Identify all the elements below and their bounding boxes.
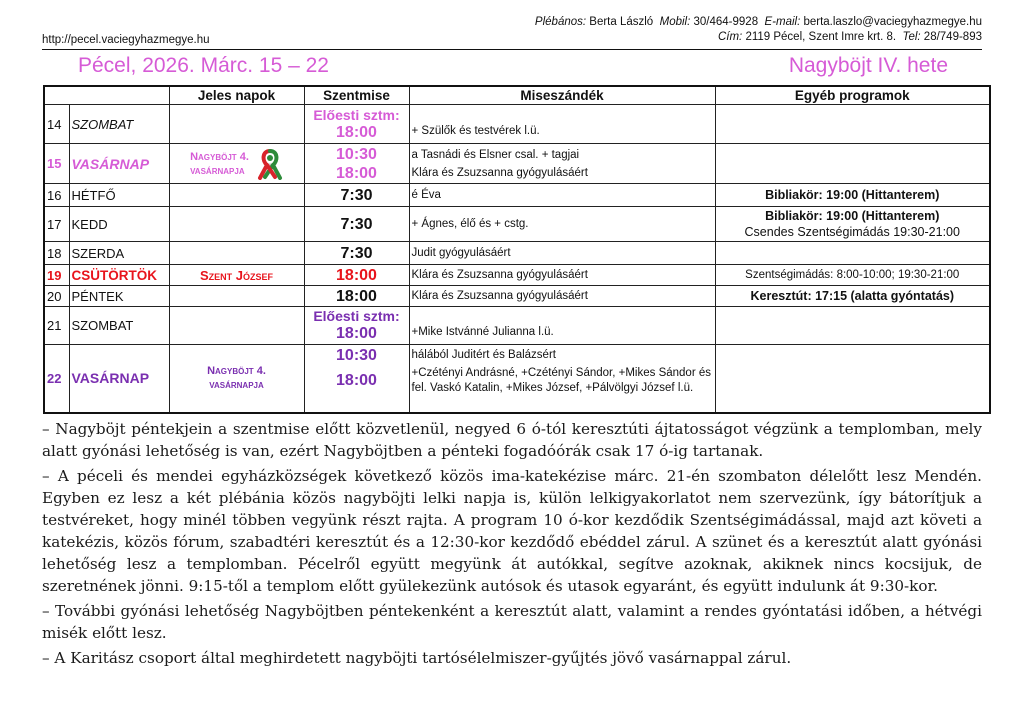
egyeb-cell [715,242,990,265]
contact-block [535,15,982,45]
day-number: 19 [44,265,69,286]
mise-cell [304,345,409,413]
szandek-text: + Ágnes, élő és + cstg. [411,218,529,230]
day-name: CSÜTÖRTÖK [69,265,169,286]
contact-line-2 [535,30,982,45]
mise-cell [304,184,409,207]
jeles-line-1: Nagyböjt 4. [190,150,249,163]
szandek-text: +Czétényi Andrásné, +Czétényi Sándor, +Mikes Sándor és fel. Vaskó Katalin, +Mikes József, +Pálvölgyi József l.ü. [411,367,711,394]
mise-pre-label: Előesti sztm: [313,106,400,123]
announcement-item: – A Karitász csoport által meghirdetett nagyböjti tartósélelmiszer-gyűjtés jövő vasárnappal zárul. [42,649,792,667]
szandek-cell [409,242,715,265]
jeles-line-2: vasárnapja [209,379,264,392]
egyeb-cell [715,105,990,144]
egyeb-cell [715,307,990,345]
page-title: Pécel, 2026. Márc. 15 – 22 [78,54,329,77]
szandek-text: + Szülők és testvérek l.ü. [411,125,540,137]
szandek-text: a Tasnádi és Elsner csal. + tagjai [411,148,580,161]
day-name: SZERDA [69,242,169,265]
mise-cell [304,307,409,345]
mise-time: 18:00 [336,123,377,141]
tel-label: Tel: [902,31,921,43]
contact-line-1 [535,15,982,30]
mise-pre-label: Előesti sztm: [313,308,400,324]
egyeb-cell [715,184,990,207]
table-row [44,286,990,307]
day-number: 16 [44,184,69,207]
mise-time: 10:30 [336,145,377,163]
mise-time: 18:00 [336,325,377,342]
egyeb-cell [715,265,990,286]
week-title: Nagyböjt IV. hete [788,54,948,77]
egyeb-cell [715,207,990,242]
jeles-text [172,364,302,392]
szandek-cell [409,105,715,144]
header-jeles: Jeles napok [169,86,304,105]
announcement-item: – További gyónási lehetőség Nagyböjtben péntekenként a keresztút alatt, valamint a rendes gyóntatási időben, a hétvégi misék előtt lesz. [42,602,982,642]
mise-cell [304,265,409,286]
day-name: KEDD [69,207,169,242]
mise-time: 10:30 [336,347,377,364]
mise-time: 18:00 [336,287,377,305]
jeles-line-1: Nagyböjt 4. [207,365,266,378]
jeles-line-2: vasárnapja [190,164,245,177]
website-link[interactable]: http://pecel.vaciegyhazmegye.hu [42,34,210,46]
day-name: PÉNTEK [69,286,169,307]
table-header-row [44,86,990,105]
header-day [44,86,169,105]
day-name: SZOMBAT [69,105,169,144]
header-egyeb: Egyéb programok [715,86,990,105]
jeles-cell [169,286,304,307]
jeles-cell [169,144,304,184]
hungarian-ribbon-icon [257,148,283,180]
table-row [44,184,990,207]
address: 2119 Pécel, Szent Imre krt. 8. [745,31,897,43]
mise-cell [304,105,409,144]
pastor-label: Plébános: [534,16,587,28]
mise-time: 18:00 [336,266,377,284]
mise-time: 7:30 [340,215,373,233]
announcements [42,418,982,672]
header-miseszandek: Miseszándék [409,86,715,105]
header-divider [42,49,982,50]
mise-cell [304,242,409,265]
day-name: HÉTFŐ [69,184,169,207]
egyeb-text: Bibliakör: 19:00 (Hittanterem) [765,188,940,202]
day-name: SZOMBAT [69,307,169,345]
szandek-text: Klára és Zsuzsanna gyógyulásáért [411,290,588,302]
email-address[interactable]: berta.laszlo@vaciegyhazmegye.hu [803,16,982,28]
jeles-cell [169,207,304,242]
day-number: 15 [44,144,69,184]
table-row [44,307,990,345]
egyeb-cell [715,286,990,307]
szandek-text: hálából Juditért és Balázsért [411,349,556,361]
table-row [44,242,990,265]
jeles-text [190,150,249,178]
table-row [44,144,990,184]
address-label: Cím: [717,31,743,43]
day-name: VASÁRNAP [69,144,169,184]
szandek-cell [409,286,715,307]
egyeb-text: Csendes Szentségimádás 19:30-21:00 [744,225,960,239]
szandek-cell [409,307,715,345]
szandek-text: Judit gyógyulásáért [411,247,511,259]
day-number: 21 [44,307,69,345]
day-number: 22 [44,345,69,413]
egyeb-cell [715,345,990,413]
mobile-number: 30/464-9928 [693,16,759,28]
jeles-cell [169,105,304,144]
mise-time: 18:00 [336,164,377,182]
schedule-table [43,85,991,414]
egyeb-text: Keresztút: 17:15 (alatta gyóntatás) [750,289,955,303]
szandek-text: Klára és Zsuzsanna gyógyulásáért [411,269,588,281]
szandek-text: é Éva [411,189,441,201]
szandek-cell [409,184,715,207]
day-number: 18 [44,242,69,265]
szandek-cell [409,345,715,413]
tel-number: 28/749-893 [923,31,982,43]
szandek-cell [409,144,715,184]
jeles-cell [169,345,304,413]
szandek-cell [409,207,715,242]
egyeb-text: Szentségimádás: 8:00-10:00; 19:30-21:00 [745,269,960,281]
announcement-item: – A péceli és mendei egyházközségek következő közös ima-katekézise márc. 21-én szombaton délelőtt lesz Mendén. Egyben ez lesz a két plébánia közös nagyböjti lelki napja is, külön lelkigyakorlatot nem szervezünk, így bátorítjuk a testvéreket, hogy minél többen vegyünk részt rajta. A program 10 ó-kor kezdődik Szentségimádással, majd azt követi a katekézis, közös fórum, szabadtéri keresztút és a 12:30-kor kezdődő ebéddel zárul. A szünet és a keresztút alatt gyónási lehetőség lesz a templomban. Pécelről együtt megyünk át autókkal, segítve azoknak, akiknek nincs kocsijuk, de szeretnének jönni. 9:15-től a templom előtt gyülekezünk autósok és utasok egyaránt, és együtt indulunk át 9:30-kor. [42,467,982,595]
mise-time: 7:30 [340,186,373,204]
mise-cell [304,286,409,307]
jeles-cell [169,307,304,345]
header-szentmise: Szentmise [304,86,409,105]
day-number: 17 [44,207,69,242]
szandek-cell [409,265,715,286]
mobile-label: Mobil: [659,16,691,28]
pastor-name: Berta László [589,16,654,28]
day-name: VASÁRNAP [69,345,169,413]
mise-cell [304,207,409,242]
day-number: 14 [44,105,69,144]
jeles-cell [169,242,304,265]
szandek-text: +Mike Istvánné Julianna l.ü. [411,326,554,338]
announcement-item: – Nagyböjt péntekjein a szentmise előtt közvetlenül, negyed 6 ó-tól keresztúti ájtatosságot végzünk a templomban, mely alatt gyónási lehetőség is van, ezért Nagyböjtben a pénteki fogadóórák csak 17 ó-ig tartanak. [42,420,982,460]
szandek-text: Klára és Zsuzsanna gyógyulásáért [411,166,588,179]
table-row [44,207,990,242]
table-row [44,105,990,144]
egyeb-cell [715,144,990,184]
mise-time: 7:30 [340,244,373,262]
table-row [44,265,990,286]
table-row [44,345,990,413]
email-label: E-mail: [764,16,801,28]
egyeb-text: Bibliakör: 19:00 (Hittanterem) [765,209,940,223]
mise-cell [304,144,409,184]
day-number: 20 [44,286,69,307]
jeles-text: Szent József [169,265,304,286]
jeles-cell [169,184,304,207]
mise-time: 18:00 [336,372,377,389]
